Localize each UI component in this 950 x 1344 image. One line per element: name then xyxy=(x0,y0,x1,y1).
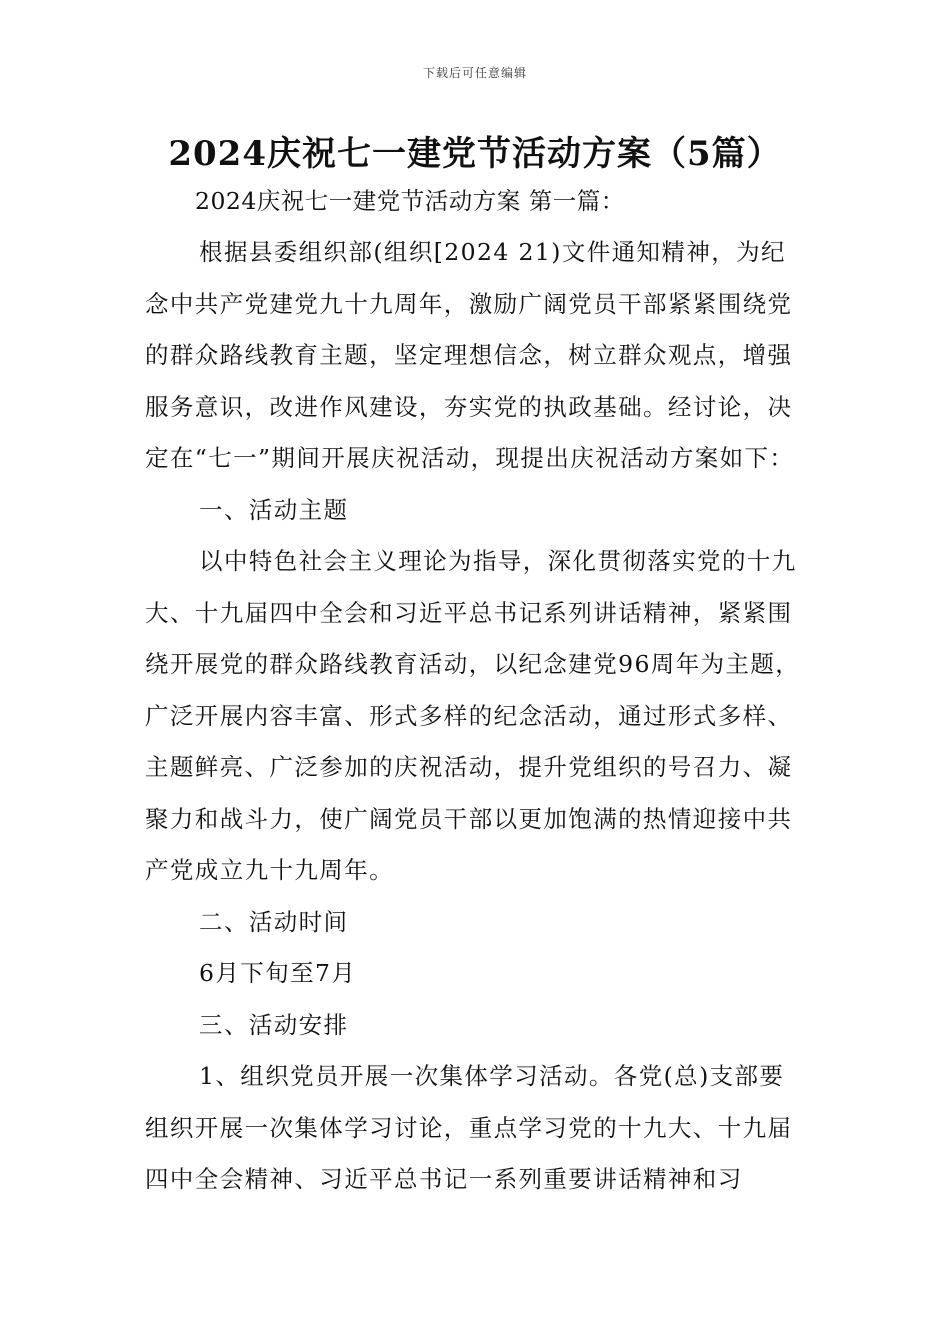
document-title: 2024庆祝七一建党节活动方案（5篇） xyxy=(168,134,782,174)
paragraph-intro: 根据县委组织部(组织[2024 21)文件通知精神，为纪念中共产党建党九十九周年，激励广阔党员干部紧紧围绕党的群众路线教育主题，坚定理想信念，树立群众观点，增强服务意识，改进作风建设，夯实党的执政基础。经讨论，决定在“七一”期间开展庆祝活动，现提出庆祝活动方案如下： xyxy=(145,238,795,472)
heading-time: 二、活动时间 xyxy=(199,907,349,936)
document-body xyxy=(145,227,807,1206)
heading-theme: 一、活动主题 xyxy=(199,495,349,524)
section-subtitle: 2024庆祝七一建党节活动方案 第一篇： xyxy=(195,187,625,215)
paragraph-time: 6月下旬至7月 xyxy=(199,959,357,987)
heading-arrangement: 三、活动安排 xyxy=(199,1010,349,1039)
paragraph-arrangement-1: 1、组织党员开展一次集体学习活动。各党(总)支部要组织开展一次集体学习讨论，重点学习党的十九大、十九届四中全会精神、习近平总书记一系列重要讲话精神和习 xyxy=(145,1062,793,1193)
header-note: 下载后可任意编辑 xyxy=(422,66,527,80)
paragraph-theme: 以中特色社会主义理论为指导，深化贯彻落实党的十九大、十九届四中全会和习近平总书记系列讲话精神，紧紧围绕开展党的群众路线教育活动，以纪念建党96周年为主题，广泛开展内容丰富、形式多样的纪念活动，通过形式多样、主题鲜亮、广泛参加的庆祝活动，提升党组织的号召力、凝聚力和战斗力，使广阔党员干部以更加饱满的热情迎接中共产党成立九十九周年。 xyxy=(145,547,801,884)
